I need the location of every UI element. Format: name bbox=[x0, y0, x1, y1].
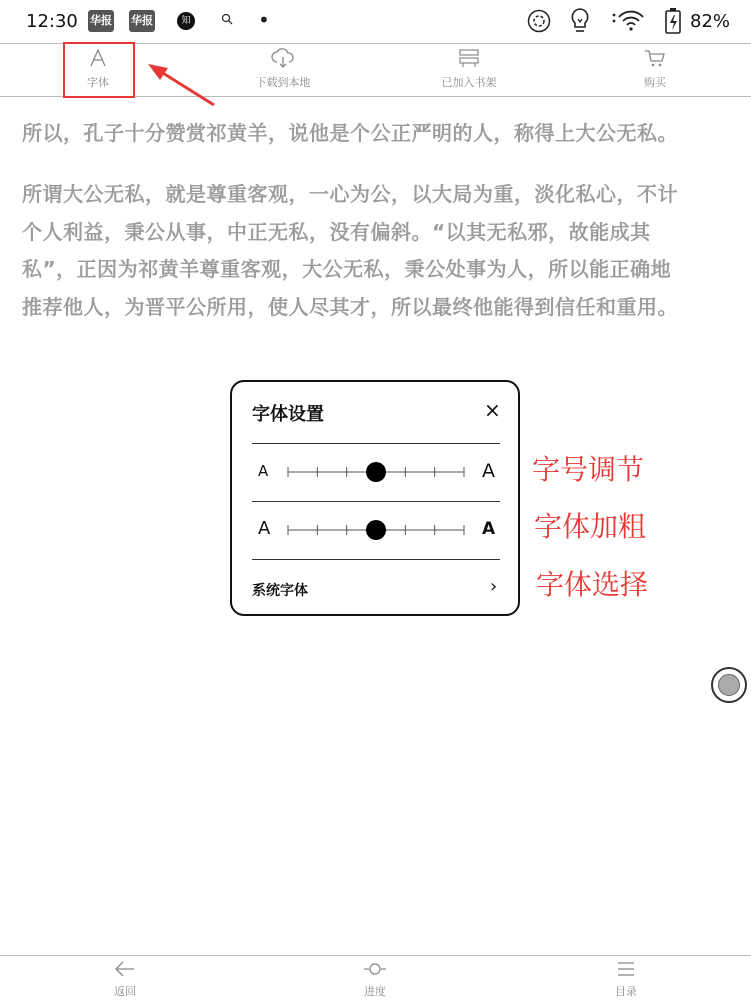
bookshelf-icon bbox=[434, 48, 504, 72]
back-label: 返回 bbox=[114, 985, 136, 998]
close-icon[interactable]: × bbox=[484, 398, 501, 422]
progress-icon bbox=[345, 959, 405, 983]
status-time: 12:30 bbox=[26, 11, 78, 32]
toolbar-download-button[interactable] bbox=[248, 44, 318, 96]
toc-label: 目录 bbox=[615, 985, 637, 998]
cart-icon bbox=[625, 48, 685, 72]
menu-list-icon bbox=[596, 959, 656, 983]
zhihu-badge: 知 bbox=[177, 12, 195, 30]
back-button[interactable] bbox=[95, 956, 155, 1003]
floating-ball-button[interactable] bbox=[711, 667, 747, 703]
toolbar-bookshelf-button[interactable] bbox=[434, 44, 504, 96]
toolbar-buy-button[interactable] bbox=[625, 44, 685, 96]
bottom-navigation bbox=[0, 955, 751, 1003]
weight-light-label: A bbox=[258, 518, 271, 539]
paragraph-2-line-2: 个人利益，秉公从事，中正无私，没有偏斜。“以其无私邪，故能成其 bbox=[22, 220, 651, 244]
annotation-font-select: 字体选择 bbox=[536, 568, 649, 601]
font-weight-slider[interactable] bbox=[252, 510, 500, 550]
progress-label: 进度 bbox=[364, 985, 386, 998]
toolbar-bookshelf-label: 已加入书架 bbox=[441, 76, 497, 89]
annotation-font-bold: 字体加粗 bbox=[534, 510, 647, 543]
wifi-icon bbox=[611, 9, 647, 37]
paragraph-1: 所以，孔子十分赞赏祁黄羊，说他是个公正严明的人，称得上大公无私。 bbox=[22, 121, 678, 145]
weight-slider-knob[interactable] bbox=[366, 520, 386, 540]
weight-bold-label: A bbox=[482, 519, 496, 539]
news-app-badge: 华报 bbox=[88, 10, 114, 32]
status-bar bbox=[0, 0, 751, 43]
paragraph-2-line-4: 推荐他人，为晋平公所用，使人尽其才，所以最终他能得到信任和重用。 bbox=[22, 295, 678, 319]
system-font-option[interactable]: 系统字体 bbox=[252, 583, 308, 599]
divider bbox=[252, 559, 500, 560]
sync-icon bbox=[526, 8, 552, 38]
weight-slider-track[interactable] bbox=[284, 518, 468, 542]
divider bbox=[252, 443, 500, 444]
paragraph-2-line-1: 所谓大公无私，就是尊重客观，一心为公，以大局为重，淡化私心，不计 bbox=[22, 182, 678, 206]
more-dot-icon: • bbox=[258, 8, 270, 32]
annotation-font-size: 字号调节 bbox=[532, 453, 645, 486]
size-small-label: A bbox=[258, 462, 269, 480]
table-of-contents-button[interactable] bbox=[596, 956, 656, 1003]
search-icon bbox=[221, 13, 233, 29]
divider bbox=[252, 501, 500, 502]
floating-ball-icon bbox=[718, 674, 740, 696]
toolbar-download-label: 下载到本地 bbox=[255, 76, 311, 89]
chevron-right-icon[interactable]: › bbox=[490, 576, 498, 597]
font-settings-dialog bbox=[230, 380, 520, 616]
back-arrow-icon bbox=[95, 959, 155, 983]
font-size-slider[interactable] bbox=[252, 452, 500, 492]
cloud-download-icon bbox=[248, 48, 318, 72]
size-slider-knob[interactable] bbox=[366, 462, 386, 482]
news-app-badge-2: 华报 bbox=[129, 10, 155, 32]
annotation-arrow bbox=[140, 58, 220, 110]
toolbar-buy-label: 购买 bbox=[644, 76, 666, 89]
dialog-title: 字体设置 bbox=[252, 404, 324, 425]
toolbar-font-label: 字体 bbox=[87, 76, 109, 89]
paragraph-2-line-3: 私”，正因为祁黄羊尊重客观，大公无私，秉公处事为人，所以能正确地 bbox=[22, 257, 672, 281]
battery-percent: 82% bbox=[690, 11, 731, 32]
size-slider-track[interactable] bbox=[284, 460, 468, 484]
bulb-icon bbox=[570, 7, 590, 39]
battery-icon bbox=[664, 7, 682, 39]
progress-button[interactable] bbox=[345, 956, 405, 1003]
size-large-label: A bbox=[482, 460, 495, 482]
font-button-highlight bbox=[63, 42, 135, 98]
